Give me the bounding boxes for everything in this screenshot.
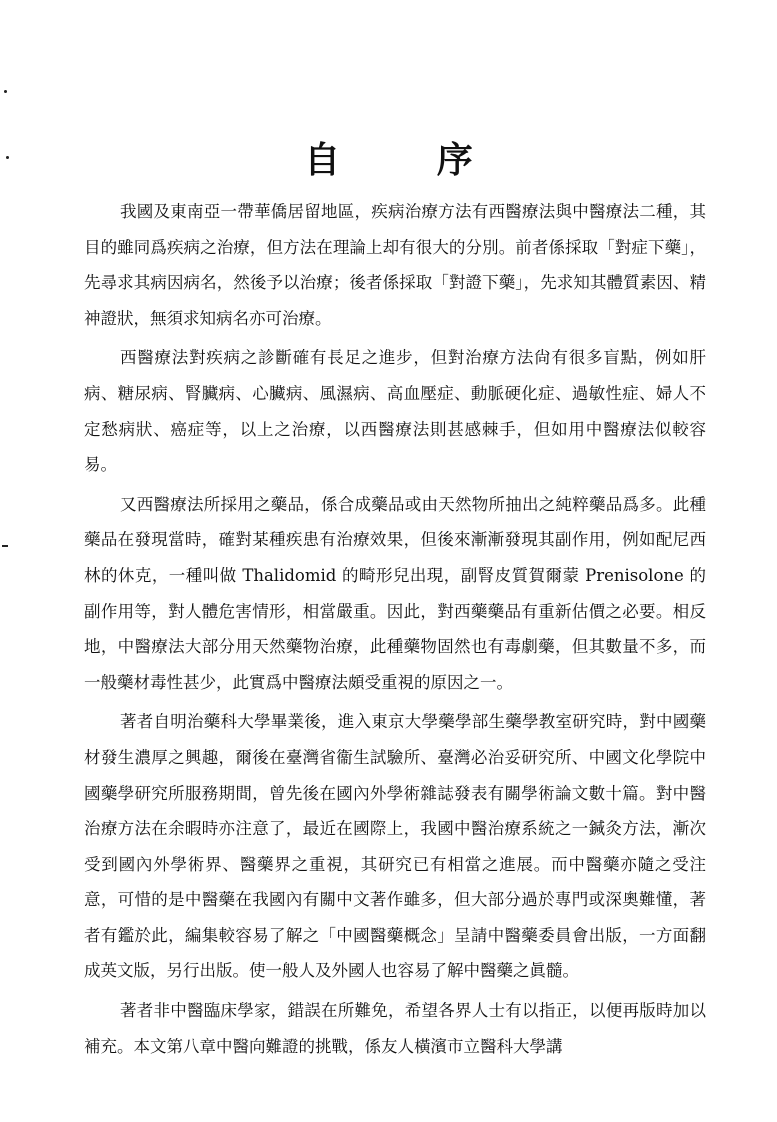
paragraph: 又西醫療法所採用之藥品，係合成藥品或由天然物所抽出之純粹藥品爲多。此種藥品在發現當時，確對某種疾患有治療效果，但後來漸漸發現其副作用，例如配尼西林的休克，一種叫做 Thalidomid 的畸形兒出現，副腎皮質賀爾蒙 Prenisolone 的副作用等，對人體危害情形，相當嚴重。因此，對西藥藥品有重新估價之必要。相反地，中醫療法大部分用天然藥物治療，此種藥物固然也有毒劇藥，但其數量不多，而一般藥材毒性甚少，此實爲中醫療法頗受重視的原因之一。 <box>84 494 706 692</box>
scan-mark <box>4 90 7 93</box>
paragraph: 著者非中醫臨床學家，錯誤在所難免，希望各界人士有以指正，以便再版時加以補充。本文第八章中醫向難證的挑戰，係友人橫濱市立醫科大學講 <box>84 1001 706 1056</box>
preface-body <box>84 194 706 1068</box>
scan-mark <box>2 545 8 547</box>
paragraph: 西醫療法對疾病之診斷確有長足之進步，但對治療方法尙有很多盲點，例如肝病、糖尿病、腎臟病、心臟病、風濕病、高血壓症、動脈硬化症、過敏性症、婦人不定愁病狀、癌症等，以上之治療，以西醫療法則甚感棘手，但如用中醫療法似較容易。 <box>84 348 706 475</box>
paragraph: 著者自明治藥科大學畢業後，進入東京大學藥學部生藥學教室研究時，對中國藥材發生濃厚之興趣，爾後在臺灣省衞生試驗所、臺灣必治妥研究所、中國文化學院中國藥學研究所服務期間，曾先後在國內外學術雜誌發表有關學術論文數十篇。對中醫治療方法在余暇時亦注意了，最近在國際上，我國中醫治療系統之一鍼灸方法，漸次受到國內外學術界、醫藥界之重視，其研究已有相當之進展。而中醫藥亦隨之受注意，可惜的是中醫藥在我國內有關中文著作雖多，但大部分過於專門或深奧難懂，著者有鑑於此，編集較容易了解之「中國醫藥概念」呈請中醫藥委員會出版，一方面翻成英文版，另行出版。使一般人及外國人也容易了解中醫藥之眞髓。 <box>84 712 706 981</box>
paragraph: 我國及東南亞一帶華僑居留地區，疾病治療方法有西醫療法與中醫療法二種，其目的雖同爲疾病之治療，但方法在理論上却有很大的分別。前者係採取「對症下藥」，先尋求其病因病名，然後予以治療；後者係採取「對證下藥」，先求知其體質素因、精神證狀，無須求知病名亦可治療。 <box>84 202 706 328</box>
page-title: 自 序 <box>304 139 515 181</box>
